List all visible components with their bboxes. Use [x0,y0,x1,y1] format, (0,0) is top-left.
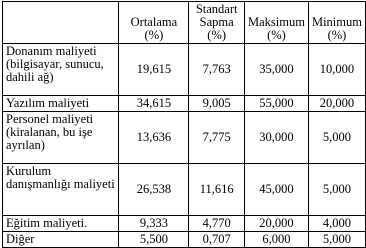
header-unit: (%) [207,28,227,42]
row-label: Personel maliyeti (kiralanan, bu işe ayrılan) [3,112,119,164]
row-label: Yazılım maliyeti [3,96,119,112]
header-title: Ortalama [130,15,178,29]
cell-max: 55,000 [245,96,309,112]
cell-min: 10,000 [308,44,365,96]
header-title: Maksimum [248,15,305,29]
header-row [3,2,366,44]
cell-max: 45,000 [245,164,309,216]
cell-std-dev: 11,616 [189,164,245,216]
table-row [3,96,366,112]
table-row [3,44,366,96]
table-row [3,164,366,216]
cell-max: 20,000 [245,216,309,232]
cell-mean: 19,615 [119,44,189,96]
cell-max: 30,000 [245,112,309,164]
cell-min: 5,000 [308,164,365,216]
header-cell-std-dev [189,2,245,44]
cell-mean: 5,500 [119,232,189,248]
header-cell-max [245,2,309,44]
row-label: Eğitim maliyeti. [3,216,119,232]
table-row [3,112,366,164]
cost-statistics-table [2,1,366,248]
cell-mean: 13,636 [119,112,189,164]
cell-std-dev: 4,770 [189,216,245,232]
header-title: Standart Sapma [195,2,238,29]
row-label: Kurulum danışmanlığı maliyeti [3,164,119,216]
cell-min: 4,000 [308,216,365,232]
header-unit: (%) [267,28,286,42]
cell-min: 5,000 [308,232,365,248]
cell-min: 5,000 [308,112,365,164]
cell-max: 6,000 [245,232,309,248]
cell-std-dev: 7,763 [189,44,245,96]
header-cell-empty [3,2,119,44]
header-unit: (%) [327,28,347,42]
cell-mean: 34,615 [119,96,189,112]
header-cell-mean [119,2,189,44]
cell-max: 35,000 [245,44,309,96]
cell-std-dev: 0,707 [189,232,245,248]
row-label: Diğer [3,232,119,248]
header-cell-min [308,2,365,44]
row-label: Donanım maliyeti (bilgisayar, sunucu, dahili ağ) [3,44,119,96]
cell-mean: 9,333 [119,216,189,232]
header-unit: (%) [144,28,164,42]
table-row [3,216,366,232]
cell-min: 20,000 [308,96,365,112]
header-title: Minimum [311,15,362,29]
cell-std-dev: 9,005 [189,96,245,112]
cell-std-dev: 7,775 [189,112,245,164]
cell-mean: 26,538 [119,164,189,216]
